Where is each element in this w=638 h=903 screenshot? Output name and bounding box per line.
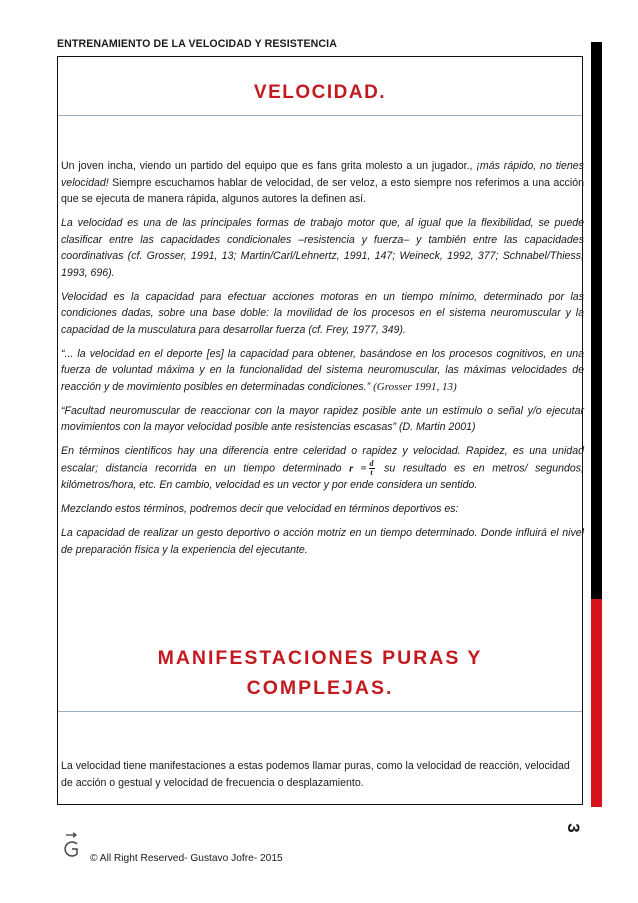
title-rule [58,711,582,712]
paragraph-6 [61,443,584,494]
side-bar-red [591,599,602,807]
formula-lhs: r = [349,462,367,474]
g-arrow-logo-icon [62,832,82,860]
quote-text: ¡más rápido, no tienes velocidad! [61,160,584,189]
paragraph-8: La capacidad de realizar un gesto deportivo o acción motriz en un tiempo determinado. Donde influirá el nivel de preparación física y la experiencia del ejecutante. [61,527,584,556]
formula-fraction [369,460,375,477]
paragraph-7: Mezclando estos términos, podremos decir que velocidad en términos deportivos es: [61,503,459,516]
paragraph-text: Siempre escuchamos hablar de velocidad, de ser veloz, a esto siempre nos referimos a una acción que se ejecuta de manera rápida, algunos autores la definen así. [61,176,584,205]
paragraph-2: La velocidad es una de las principales formas de trabajo motor que, al igual que la flexibilidad, se puede clasificar entre las capacidades condicionales –resistencia y fuerza– y también entre las capacidades coordinativas (cf. Grosser, 1991, 13; Martin/Carl/Lehnertz, 1991, 147; Weineck, 1992, 377; Schnabel/Thiess, 1993, 696). [61,217,584,279]
title-rule [58,115,582,116]
paragraph-1: La velocidad tiene manifestaciones a estas podemos llamar puras, como la velocidad de reacción, velocidad de acción o gestual y velocidad de frecuencia o desplazamiento. [61,760,570,789]
section-title-velocidad: VELOCIDAD. [253,82,387,103]
title-line: MANIFESTACIONES PURAS Y [157,647,483,669]
paragraph-text: “... la velocidad en el deporte [es] la capacidad para obtener, basándose en los procesos cognitivos, en una fuerza de voluntad máxima y en la funcionalidad del sistema neuromuscular, las máximas velocidades de reacción y de movimiento posibles en determinadas condiciones.” [61,347,584,393]
paragraph-text: Un joven incha, viendo un partido del equipo que es fans grita molesto a un jugador., [61,160,477,172]
title-line: COMPLEJAS. [246,677,394,699]
paragraph-3: Velocidad es la capacidad para efectuar acciones motoras en un tiempo mínimo, determinado por las condiciones dadas, sobre una base doble: la movilidad de los procesos en el sistema neuromuscular y la capacidad de la musculatura para desarrollar fuerza (cf. Frey, 1977, 349). [61,290,584,336]
paragraph-5: “Facultad neuromuscular de reaccionar con la mayor rapidez posible ante un estímulo o señal y/o ejecutar movimientos con la mayor velocidad posible ante resistencias escasas” (D. Martin 2001) [61,404,584,433]
paragraph-text: su resultado es en metros/ segundos, kilómetros/hora, etc. En cambio, velocidad es un vector y por ende considera un sentido. [61,461,584,492]
section-title-manifestaciones [57,643,583,703]
citation: (Grosser 1991, 13) [373,380,457,393]
formula-denominator: t [370,467,373,477]
formula-numerator: d [369,458,374,468]
paragraph-text: En términos científicos hay una diferencia entre celeridad o rapidez y velocidad. Rapidez, es una unidad escalar; distancia recorrida en un tiempo determinado [61,445,584,474]
page-number: 3 [564,823,583,833]
running-header: ENTRENAMIENTO DE LA VELOCIDAD Y RESISTENCIA [57,38,337,50]
side-bar-black [591,42,602,599]
paragraph-1 [61,158,584,208]
paragraph-4 [61,346,584,396]
footer-copyright: © All Right Reserved- Gustavo Jofre- 2015 [90,853,283,864]
section-body-velocidad [61,158,584,566]
section-body-manifestaciones [61,758,584,799]
